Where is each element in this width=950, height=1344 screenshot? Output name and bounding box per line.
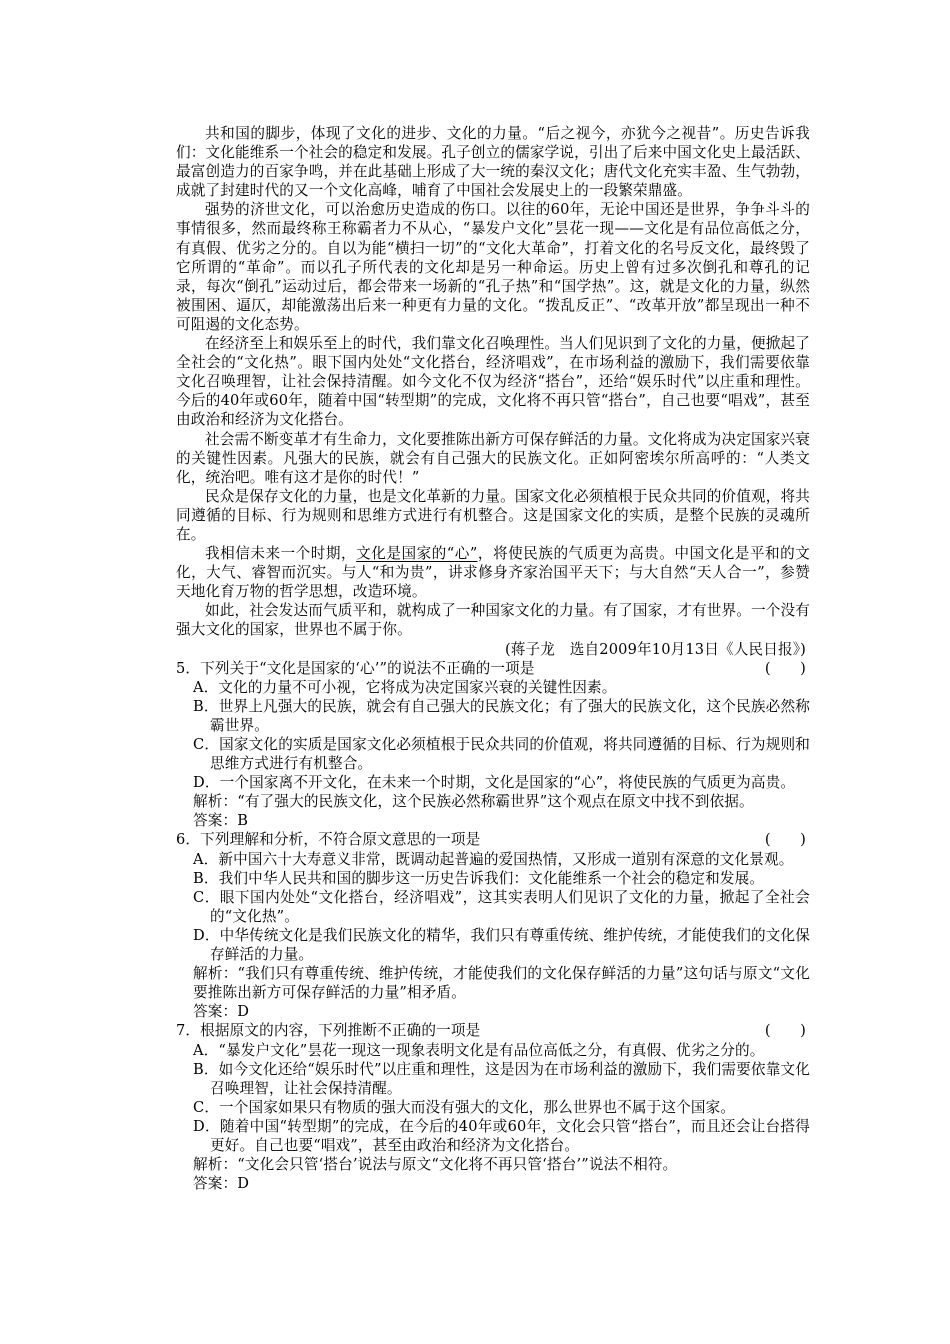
underlined-phrase: 文化是国家的“心” [356, 545, 478, 563]
question-text: 7．根据原文的内容，下列推断不正确的一项是 [176, 1022, 481, 1040]
option-a: A．新中国六十大寿意义非常，既调动起普遍的爱国热情，又形成一道别有深意的文化景观。 [193, 850, 794, 868]
analysis: 解析：“有了强大的民族文化，这个民族必然称霸世界”这个观点在原文中找不到依据。 [193, 793, 754, 811]
document-page [176, 124, 810, 1193]
passage-paragraph-7: 如此，社会发达而气质平和，就构成了一种国家文化的力量。有了国家，才有世界。一个没有强大文化的国家，世界也不属于你。 [176, 602, 810, 639]
option-b: B．如今文化还给“娱乐时代”以庄重和理性，这是因为在市场利益的激励下，我们需要依靠文化召唤理智，让社会保持清醒。 [193, 1060, 810, 1097]
question-5 [176, 659, 810, 831]
answer-blank: ( ) [764, 659, 806, 677]
question-stem [176, 830, 810, 849]
passage-paragraph-2: 强势的济世文化，可以治愈历史造成的伤口。以往的60年，无论中国还是世界，争争斗斗的事情很多，然而最终称王称霸者力不从心，“暴发户文化”昙花一现——文化是有品位高低之分，有真假、优劣之分的。自以为能“横扫一切”的“文化大革命”，打着文化的名号反文化，最终毁了它所谓的“革命”。而以孔子所代表的文化却是另一种命运。历史上曾有过多次倒孔和尊孔的记录，每次“倒孔”运动过后，都会带来一场新的“孔子热”和“国学热”。这，就是文化的力量，纵然被围困、逼仄，却能激荡出后来一种更有力量的文化。“拨乱反正”、“改革开放”都呈现出一种不可阻遏的文化态势。 [176, 201, 810, 333]
source-citation: (蒋子龙 选自2009年10月13日《人民日报》) [504, 640, 806, 658]
option-a: A．“暴发户文化”昙花一现这一现象表明文化是有品位高低之分，有真假、优劣之分的。 [193, 1041, 765, 1059]
option-c: C．眼下国内处处“文化搭台，经济唱戏”，这其实表明人们见识了文化的力量，掀起了全社会的“文化热”。 [193, 888, 810, 925]
option-c: C．国家文化的实质是国家文化必须植根于民众共同的价值观，将共同遵循的目标、行为规则和思维方式进行有机整合。 [193, 736, 810, 773]
question-7 [176, 1021, 810, 1193]
option-a: A．文化的力量不可小视，它将成为决定国家兴衰的关键性因素。 [193, 678, 617, 696]
option-c: C．一个国家如果只有物质的强大而没有强大的文化，那么世界也不属于这个国家。 [193, 1098, 736, 1116]
question-6 [176, 830, 810, 1021]
passage-paragraph-5: 民众是保存文化的力量，也是文化革新的力量。国家文化必须植根于民众共同的价值观，将共同遵循的目标、行为规则和思维方式进行有机整合。这是国家文化的实质，是整个民族的灵魂所在。 [176, 487, 810, 543]
analysis: 解析：“文化会只管‘搭台’说法与原文“文化将不再只管‘搭台’”说法不相符。 [193, 1156, 678, 1174]
option-b: B．世界上凡强大的民族，就会有自己强大的民族文化；有了强大的民族文化，这个民族必然称霸世界。 [193, 697, 810, 734]
paragraph-6-rest: ，将使民族的气质更为高贵。中国文化是平和的文化，大气、睿智而沉实。与人“和为贵”，讲求修身齐家治国平天下；与大自然“天人合一”，参赞天地化育万物的哲学思想，改造环境。 [176, 545, 810, 601]
answer-blank: ( ) [764, 1022, 806, 1040]
question-text: 6．下列理解和分析，不符合原文意思的一项是 [176, 831, 481, 849]
answer: 答案：D [193, 1003, 250, 1021]
option-b: B．我们中华人民共和国的脚步这一历史告诉我们：文化能维系一个社会的稳定和发展。 [193, 869, 765, 887]
answer-blank: ( ) [764, 831, 806, 849]
answer: 答案：D [193, 1175, 250, 1193]
passage-paragraph-4: 社会需不断变革才有生命力，文化要推陈出新方可保存鲜活的力量。文化将成为决定国家兴衰的关键性因素。凡强大的民族，就会有自己强大的民族文化。正如阿密埃尔所高呼的：“人类文化，统治吧。唯有这才是你的时代！” [176, 430, 810, 486]
passage-paragraph-1: 共和国的脚步，体现了文化的进步、文化的力量。“后之视今，亦犹今之视昔”。历史告诉我们：文化能维系一个社会的稳定和发展。孔子创立的儒家学说，引出了后来中国文化史上最活跃、最富创造力的百家争鸣，并在此基础上形成了大一统的秦汉文化；唐代文化充实丰盈、生气勃勃，成就了封建时代的又一个文化高峰，哺育了中国社会发展史上的一段繁荣鼎盛。 [176, 125, 810, 200]
question-stem [176, 659, 810, 678]
question-text: 5．下列关于“文化是国家的‘心’”的说法不正确的一项是 [176, 659, 535, 677]
analysis: 解析：“我们只有尊重传统、维护传统，才能使我们的文化保存鲜活的力量”这句话与原文“文化要推陈出新方可保存鲜活的力量”相矛盾。 [193, 965, 810, 1002]
option-d: D．一个国家离不开文化，在未来一个时期，文化是国家的“心”，将使民族的气质更为高贵。 [193, 774, 796, 792]
option-d: D．中华传统文化是我们民族文化的精华，我们只有尊重传统、维护传统，才能使我们的文化保存鲜活的力量。 [193, 926, 810, 964]
answer: 答案：B [193, 812, 249, 830]
paragraph-6-lead: 我相信未来一个时期， [205, 545, 357, 563]
passage-paragraph-3: 在经济至上和娱乐至上的时代，我们靠文化召唤理性。当人们见识到了文化的力量，便掀起了全社会的“文化热”。眼下国内处处“文化搭台，经济唱戏”，在市场利益的激励下，我们需要依靠文化召唤理智，让社会保持清醒。如今文化不仅为经济“搭台”，还给“娱乐时代”以庄重和理性。今后的40年或60年，随着中国“转型期”的完成，文化将不再只管“搭台”，自己也要“唱戏”，甚至由政治和经济为文化搭台。 [176, 335, 810, 429]
question-stem [176, 1021, 810, 1040]
option-d: D．随着中国“转型期”的完成，在今后的40年或60年，文化会只管“搭台”，而且还会让台搭得更好。自己也要“唱戏”，甚至由政治和经济为文化搭台。 [193, 1117, 810, 1154]
passage-paragraph-6 [176, 544, 810, 601]
